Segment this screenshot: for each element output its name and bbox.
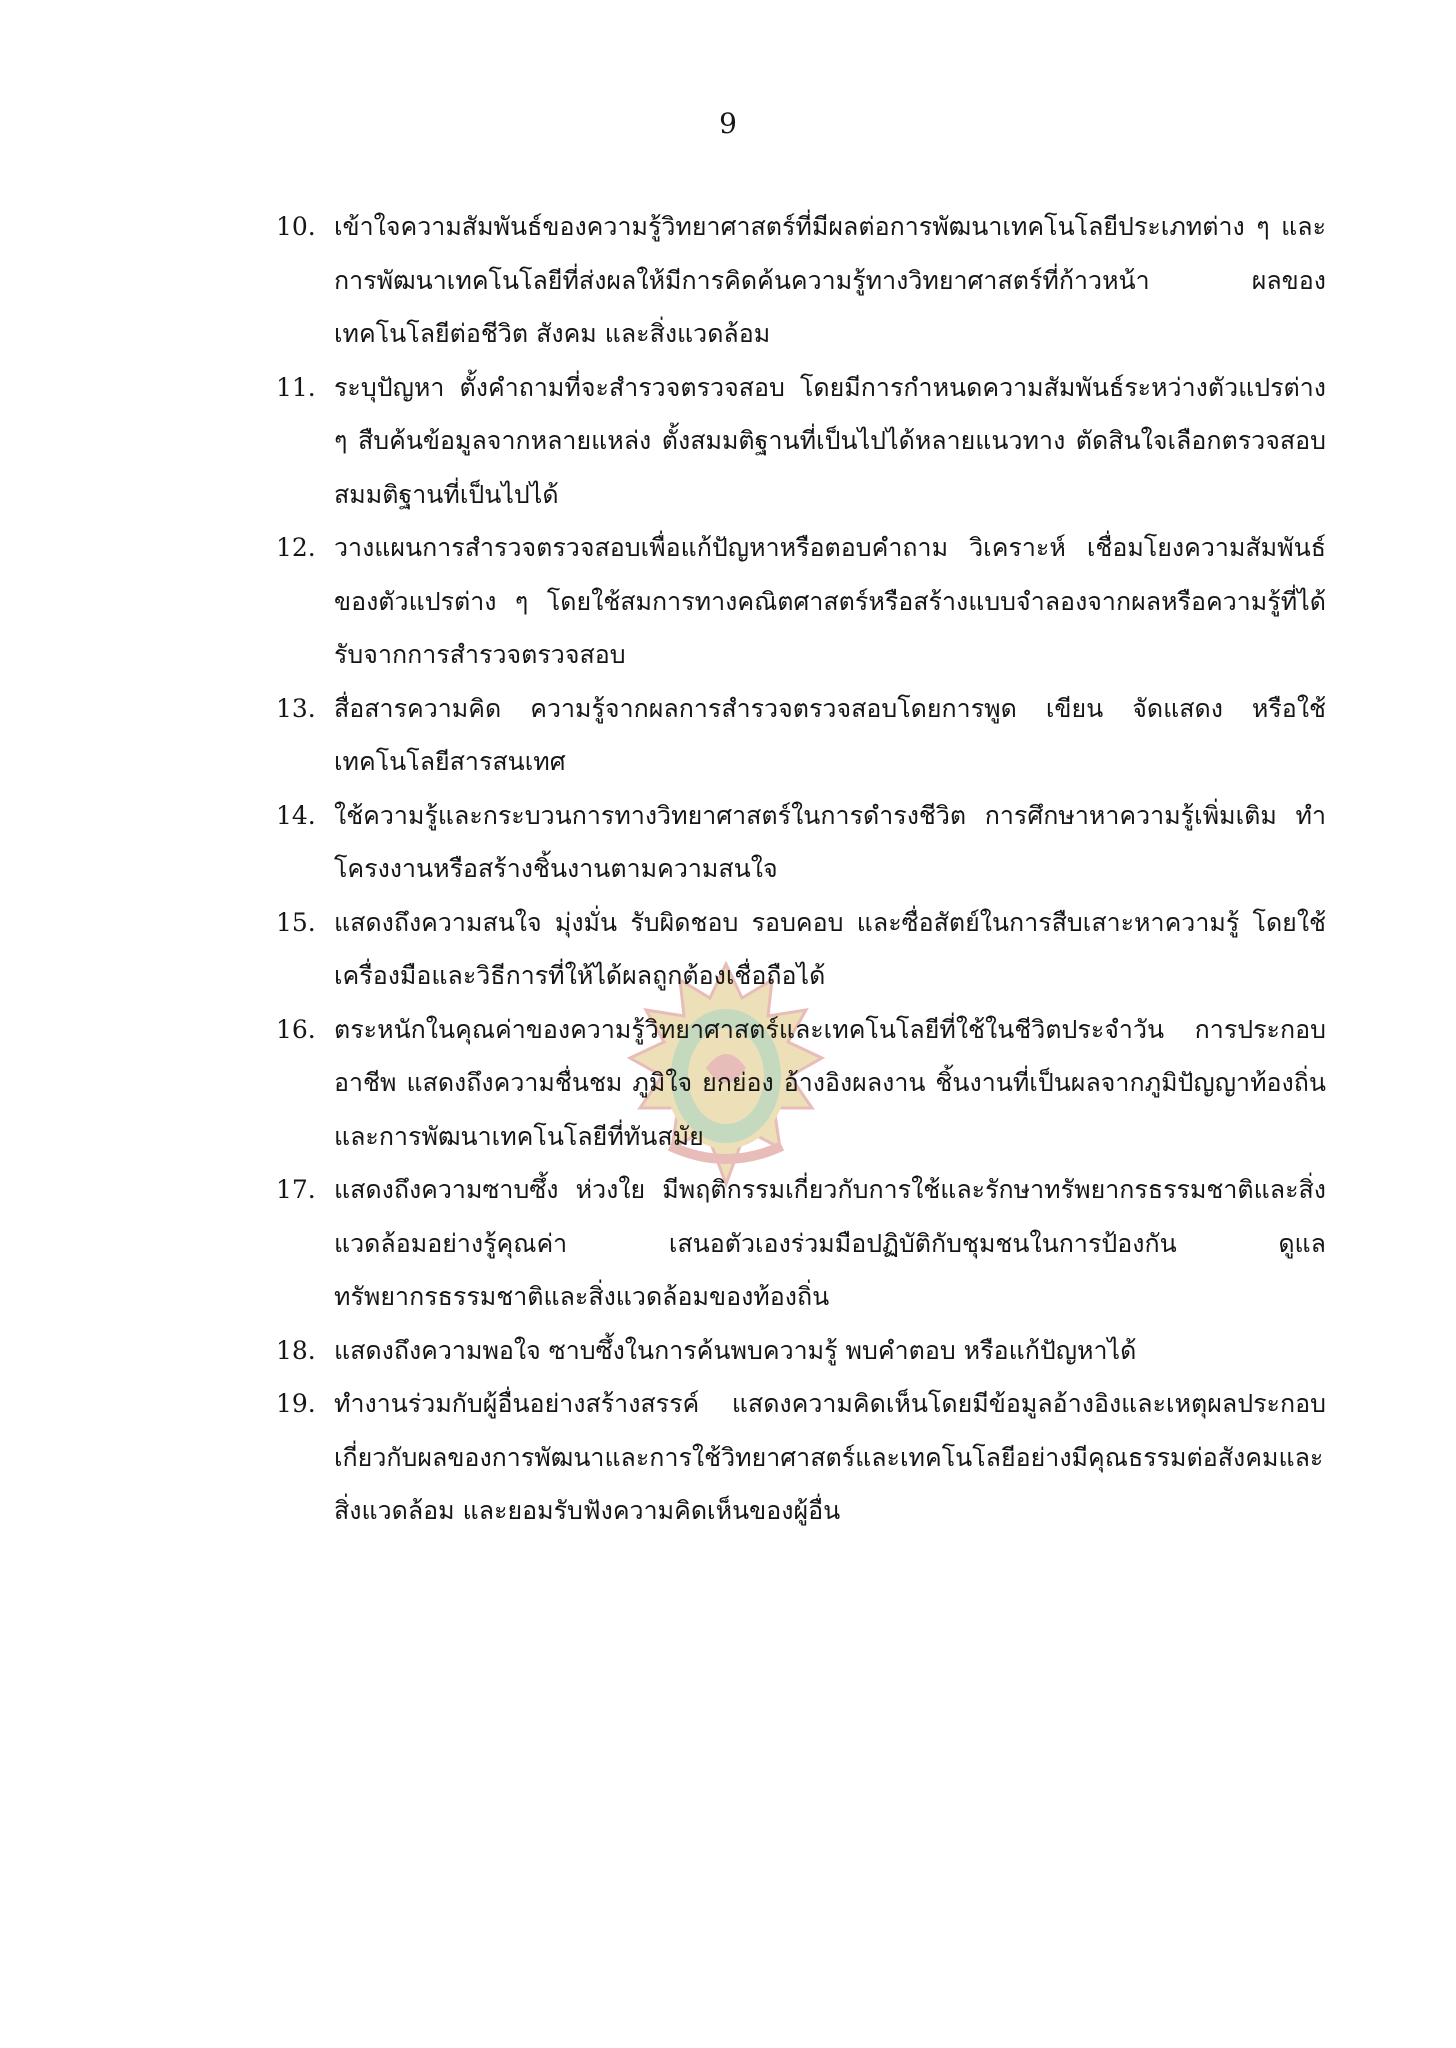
item-text: ทำงานร่วมกับผู้อื่นอย่างสร้างสรรค์ แสดงความคิดเห็นโดยมีข้อมูลอ้างอิงและเหตุผลประกอบ เกี่ยวกับผลของการพัฒนาและการใช้วิทยาศาสตร์และเทคโนโลยีอย่างมีคุณธรรมต่อสังคมและสิ่งแวดล้อม และยอมรับฟังความคิดเห็นของผู้อื่น xyxy=(334,1389,1326,1525)
item-text: ตระหนักในคุณค่าของความรู้วิทยาศาสตร์และเทคโนโลยีที่ใช้ในชีวิตประจำวัน การประกอบอาชีพ แสดงถึงความชื่นชม ภูมิใจ ยกย่อง อ้างอิงผลงาน ชิ้นงานที่เป็นผลจากภูมิปัญญาท้องถิ่น และการพัฒนาเทคโนโลยีที่ทันสมัย xyxy=(334,1014,1326,1151)
list-item xyxy=(276,200,1326,361)
item-text: ใช้ความรู้และกระบวนการทางวิทยาศาสตร์ในการดำรงชีวิต การศึกษาหาความรู้เพิ่มเติม ทำโครงงานหรือสร้างชิ้นงานตามความสนใจ xyxy=(334,800,1326,883)
item-text: ระบุปัญหา ตั้งคำถามที่จะสำรวจตรวจสอบ โดยมีการกำหนดความสัมพันธ์ระหว่างตัวแปรต่าง ๆ สืบค้นข้อมูลจากหลายแหล่ง ตั้งสมมติฐานที่เป็นไปได้หลายแนวทาง ตัดสินใจเลือกตรวจสอบสมมติฐานที่เป็นไปได้ xyxy=(334,372,1326,509)
item-number: 18. xyxy=(276,1335,316,1365)
list-item xyxy=(276,521,1326,682)
item-number: 13. xyxy=(276,693,316,723)
item-number: 10. xyxy=(276,212,316,241)
item-number: 11. xyxy=(276,372,316,402)
item-text: สื่อสารความคิด ความรู้จากผลการสำรวจตรวจสอบโดยการพูด เขียน จัดแสดง หรือใช้เทคโนโลยีสารสนเทศ xyxy=(334,693,1326,776)
list-item xyxy=(276,896,1326,1003)
item-text: วางแผนการสำรวจตรวจสอบเพื่อแก้ปัญหาหรือตอบคำถาม วิเคราะห์ เชื่อมโยงความสัมพันธ์ของตัวแปรต่าง ๆ โดยใช้สมการทางคณิตศาสตร์หรือสร้างแบบจำลองจากผลหรือความรู้ที่ได้รับจากการสำรวจตรวจสอบ xyxy=(334,533,1326,669)
list-item xyxy=(276,789,1326,896)
list-item xyxy=(276,1003,1326,1164)
list-item xyxy=(276,1163,1326,1324)
item-number: 14. xyxy=(276,800,316,830)
item-text: เข้าใจความสัมพันธ์ของความรู้วิทยาศาสตร์ที่มีผลต่อการพัฒนาเทคโนโลยีประเภทต่าง ๆ และการพัฒนาเทคโนโลยีที่ส่งผลให้มีการคิดค้นความรู้ทางวิทยาศาสตร์ที่ก้าวหน้า ผลของเทคโนโลยีต่อชีวิต สังคม และสิ่งแวดล้อม xyxy=(334,212,1326,348)
item-number: 17. xyxy=(276,1175,316,1204)
item-number: 19. xyxy=(276,1389,316,1418)
list-item xyxy=(276,1324,1326,1378)
page-number: 9 xyxy=(719,107,737,140)
list-item xyxy=(276,361,1326,522)
item-number: 16. xyxy=(276,1014,316,1044)
list-item xyxy=(276,1377,1326,1538)
item-text: แสดงถึงความสนใจ มุ่งมั่น รับผิดชอบ รอบคอบ และซื่อสัตย์ในการสืบเสาะหาความรู้ โดยใช้เครื่องมือและวิธีการที่ให้ได้ผลถูกต้องเชื่อถือได้ xyxy=(334,907,1326,990)
item-text: แสดงถึงความซาบซึ้ง ห่วงใย มีพฤติกรรมเกี่ยวกับการใช้และรักษาทรัพยากรธรรมชาติและสิ่งแวดล้อมอย่างรู้คุณค่า เสนอตัวเองร่วมมือปฏิบัติกับชุมชนในการป้องกัน ดูแลทรัพยากรธรรมชาติและสิ่งแวดล้อมของท้องถิ่น xyxy=(334,1175,1326,1311)
objectives-list xyxy=(276,200,1326,1538)
list-item xyxy=(276,682,1326,789)
item-text: แสดงถึงความพอใจ ซาบซึ้งในการค้นพบความรู้ พบคำตอบ หรือแก้ปัญหาได้ xyxy=(334,1335,1137,1365)
item-number: 15. xyxy=(276,907,316,937)
item-number: 12. xyxy=(276,533,316,562)
